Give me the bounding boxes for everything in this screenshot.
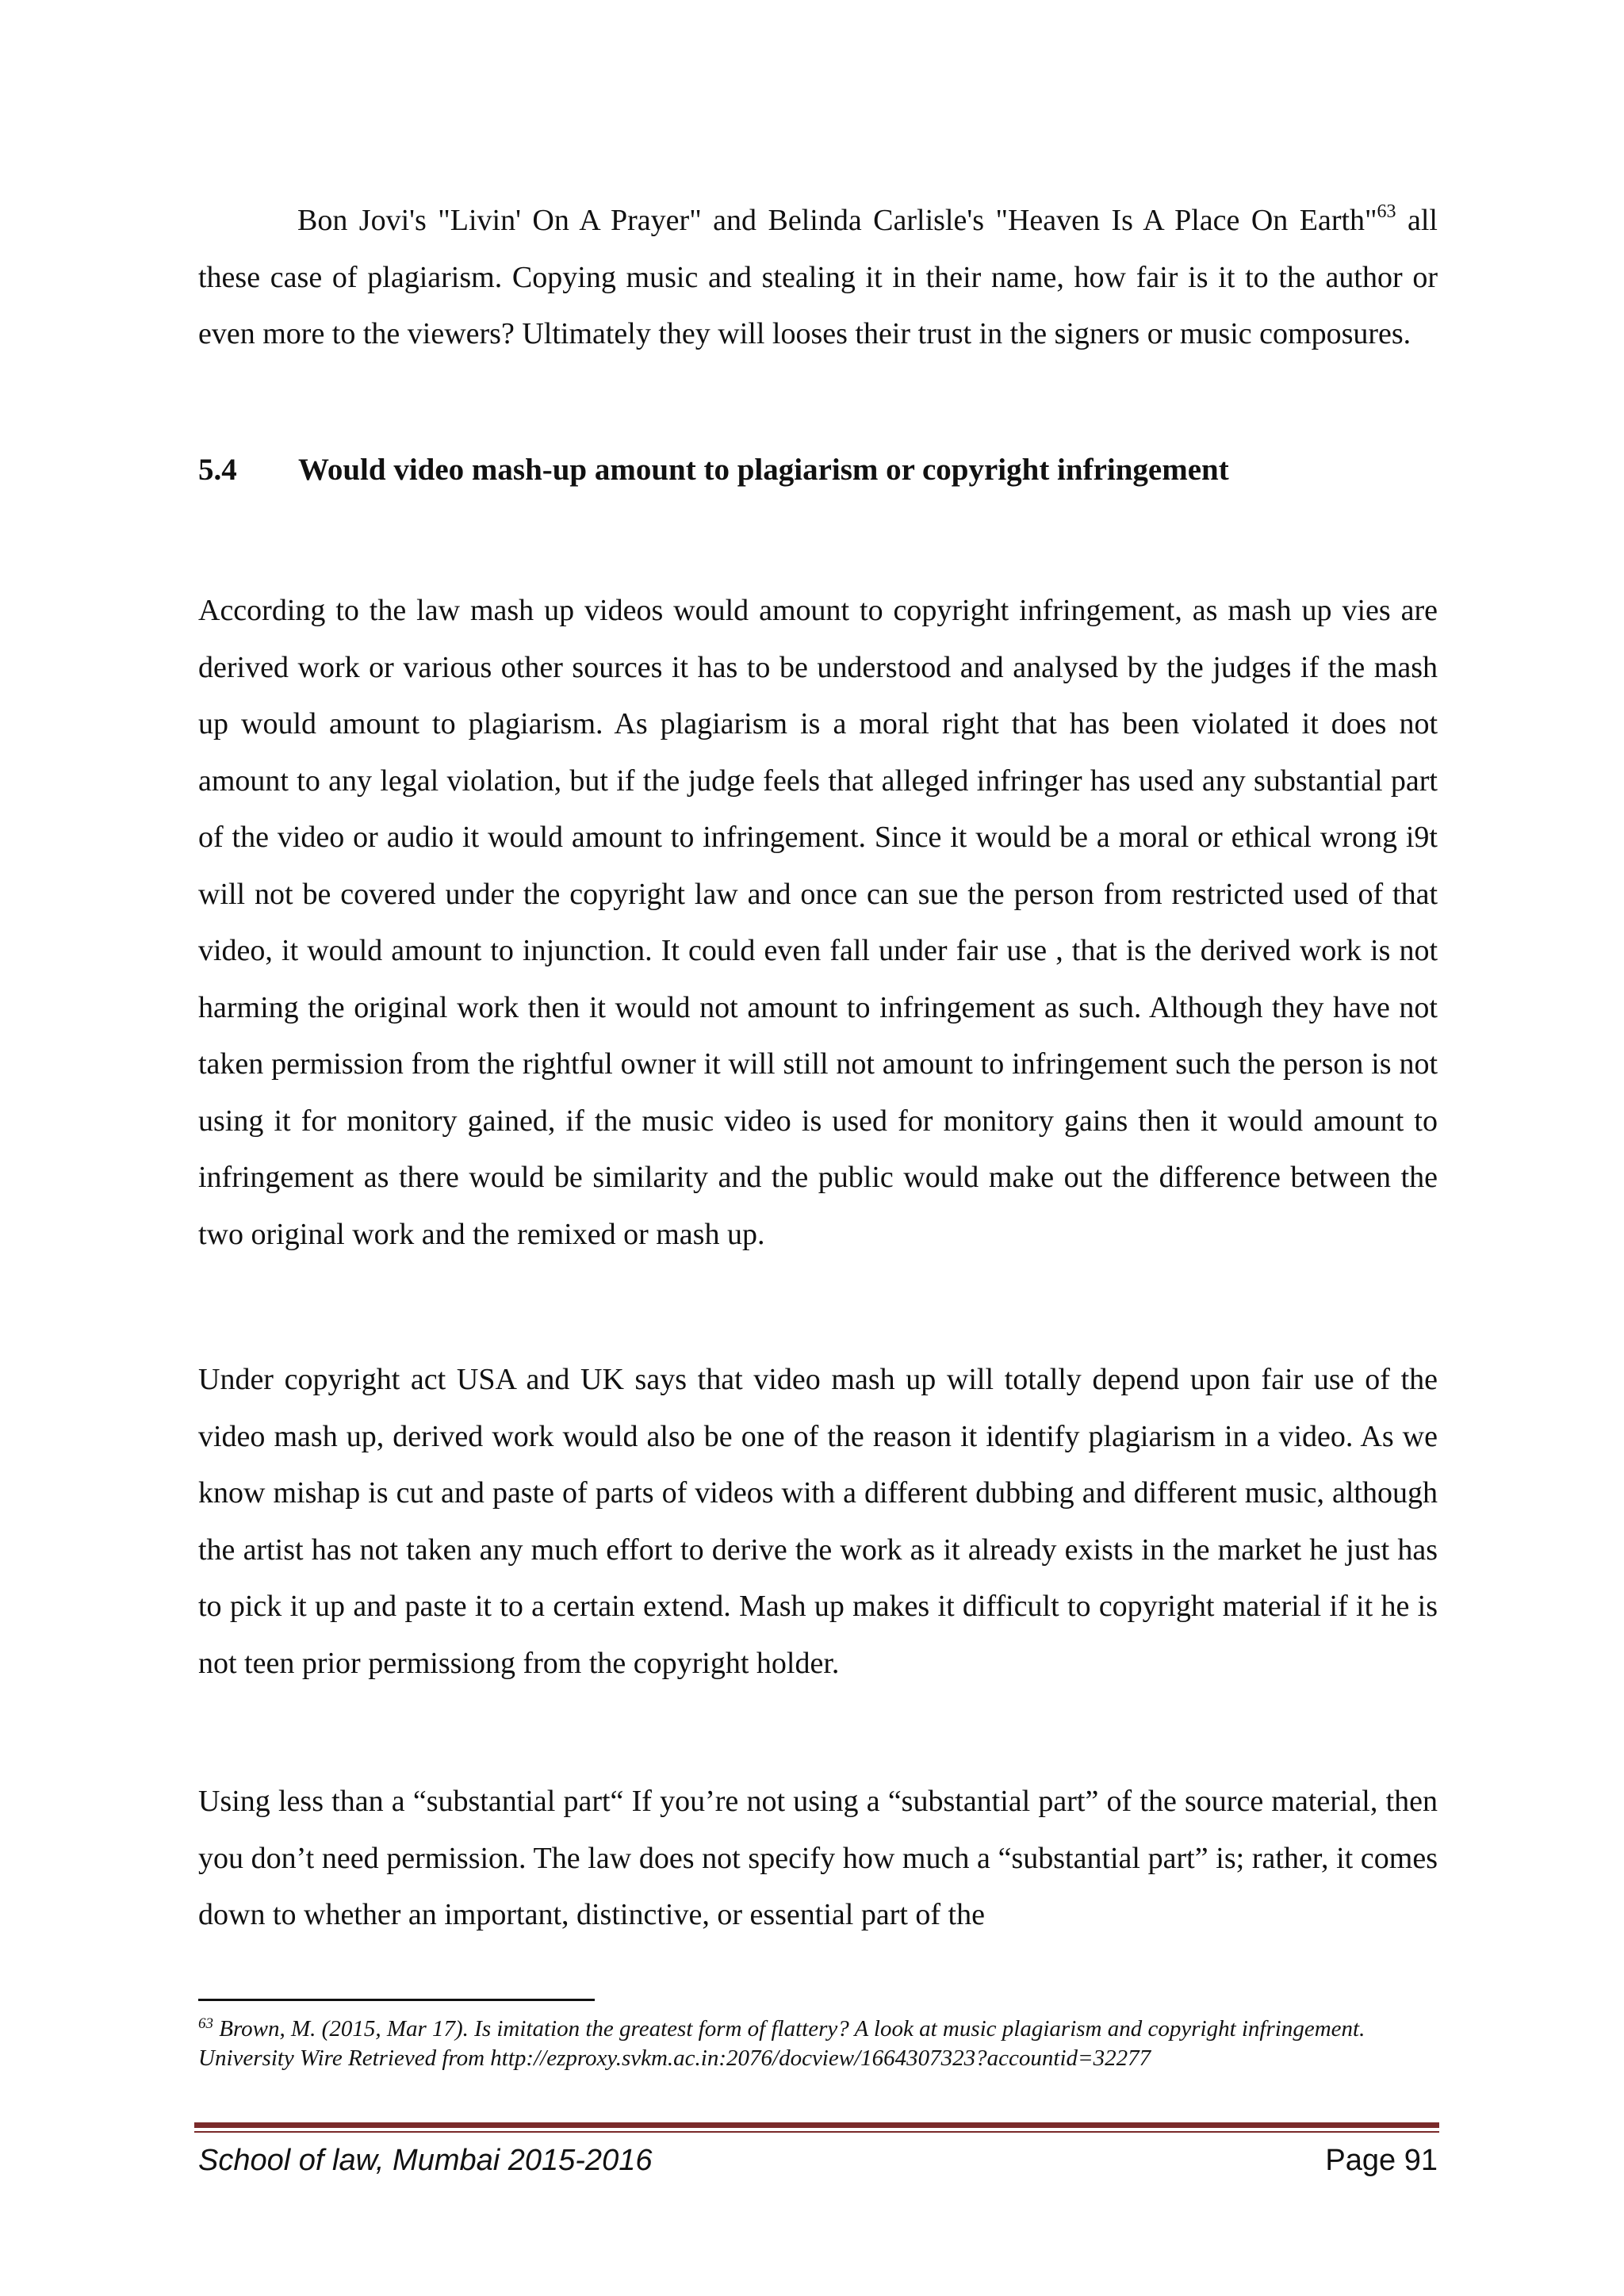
- footer-rule-thick: [194, 2122, 1439, 2128]
- footnote-separator: [198, 1999, 595, 2001]
- footnote-marker: 63: [198, 2015, 213, 2032]
- paragraph-1-text-b: all these case of plagiarism. Copying music and stealing it in their name, how fair is it to the author or even more to the viewers? Ultimately they will looses their trust in the signers or music composures.: [198, 204, 1438, 350]
- paragraph-2: According to the law mash up videos would amount to copyright infringement, as mash up vies are derived work or various other sources it has to be understood and analysed by the judges if the mash up would amount to plagiarism. As plagiarism is a moral right that has been violated it does not amount to any legal violation, but if the judge feels that alleged infringer has used any substantial part of the video or audio it would amount to infringement. Since it would be a moral or ethical wrong i9t will not be covered under the copyright law and once can sue the person from restricted used of that video, it would amount to injunction. It could even fall under fair use , that is the derived work is not harming the original work then it would not amount to infringement as such. Although they have not taken permission from the rightful owner it will still not amount to infringement such the person is not using it for monitory gained, if the music video is used for monitory gains then it would amount to infringement as there would be similarity and the public would make out the difference between the two original work and the remixed or mash up.: [198, 594, 1438, 1251]
- section-heading: [198, 446, 1438, 494]
- paragraph-1-text-a: Bon Jovi's "Livin' On A Prayer" and Belinda Carlisle's "Heaven Is A Place On Earth": [297, 204, 1377, 237]
- footnote: [198, 2015, 1438, 2073]
- section-number: 5.4: [198, 453, 237, 487]
- paragraph-1: [198, 193, 1438, 363]
- footer-page-number: Page 91: [1325, 2144, 1438, 2177]
- paragraph-4: Using less than a “substantial part“ If you’re not using a “substantial part” of the source material, then you don’t need permission. The law does not specify how much a “substantial part” is; rather, it comes down to whether an important, distinctive, or essential part of the: [198, 1785, 1438, 1931]
- footnote-reference[interactable]: 63: [1377, 201, 1396, 222]
- footer-school-label: School of law, Mumbai 2015-2016: [198, 2144, 653, 2177]
- footnote-text: Brown, M. (2015, Mar 17). Is imitation the greatest form of flattery? A look at music plagiarism and copyright infringement. University Wire Retrieved from http://ezproxy.svkm.ac.in:2076/docview/1664307323?accountid=32277: [198, 2016, 1365, 2071]
- paragraph-3: Under copyright act USA and UK says that video mash up will totally depend upon fair use of the video mash up, derived work would also be one of the reason it identify plagiarism in a video. As we know mishap is cut and paste of parts of videos with a different dubbing and different music, although the artist has not taken any much effort to derive the work as it already exists in the market he just has to pick it up and paste it to a certain extend. Mash up makes it difficult to copyright material if it he is not teen prior permissiong from the copyright holder.: [198, 1363, 1438, 1680]
- footer-rule-thin: [194, 2131, 1439, 2133]
- section-title: Would video mash-up amount to plagiarism or copyright infringement: [298, 453, 1229, 487]
